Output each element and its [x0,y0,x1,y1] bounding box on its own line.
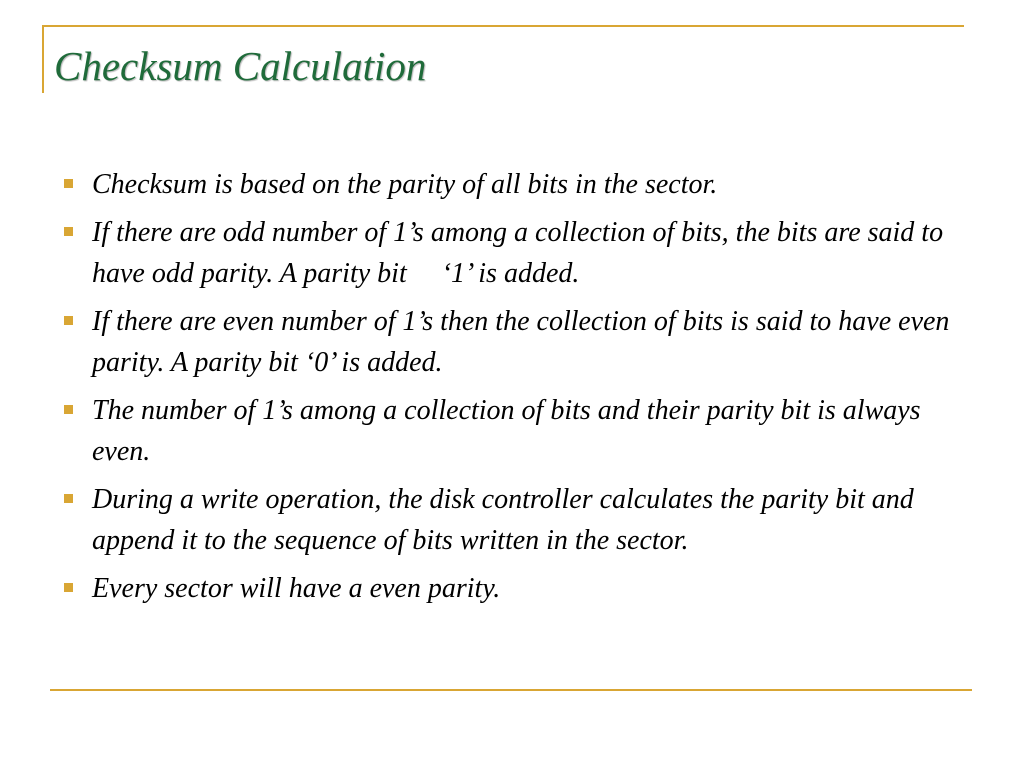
square-bullet-icon [64,179,73,188]
square-bullet-icon [64,583,73,592]
bullet-item [64,212,964,294]
bottom-divider-rule [50,689,972,691]
bullet-list [64,164,964,616]
title-frame-left-rule [42,25,44,93]
bullet-item [64,390,964,472]
bullet-text: Every sector will have a even parity. [92,573,501,604]
bullet-item [64,568,964,609]
square-bullet-icon [64,227,73,236]
square-bullet-icon [64,405,73,414]
bullet-text: The number of 1’s among a collection of bits and their parity bit is always even. [92,395,921,467]
bullet-text: If there are even number of 1’s then the collection of bits is said to have even parity. A parity bit ‘0’ is added. [92,306,950,378]
bullet-item [64,301,964,383]
slide-title: Checksum Calculation [54,43,427,89]
bullet-item [64,164,964,205]
bullet-text: During a write operation, the disk controller calculates the parity bit and append it to the sequence of bits written in the sector. [92,484,914,556]
bullet-item [64,479,964,561]
square-bullet-icon [64,316,73,325]
square-bullet-icon [64,494,73,503]
bullet-text: If there are odd number of 1’s among a collection of bits, the bits are said to have odd parity. A parity bit ‘1’ is added. [92,217,951,289]
bullet-text: Checksum is based on the parity of all bits in the sector. [92,169,718,200]
title-frame-top-rule [42,25,964,27]
